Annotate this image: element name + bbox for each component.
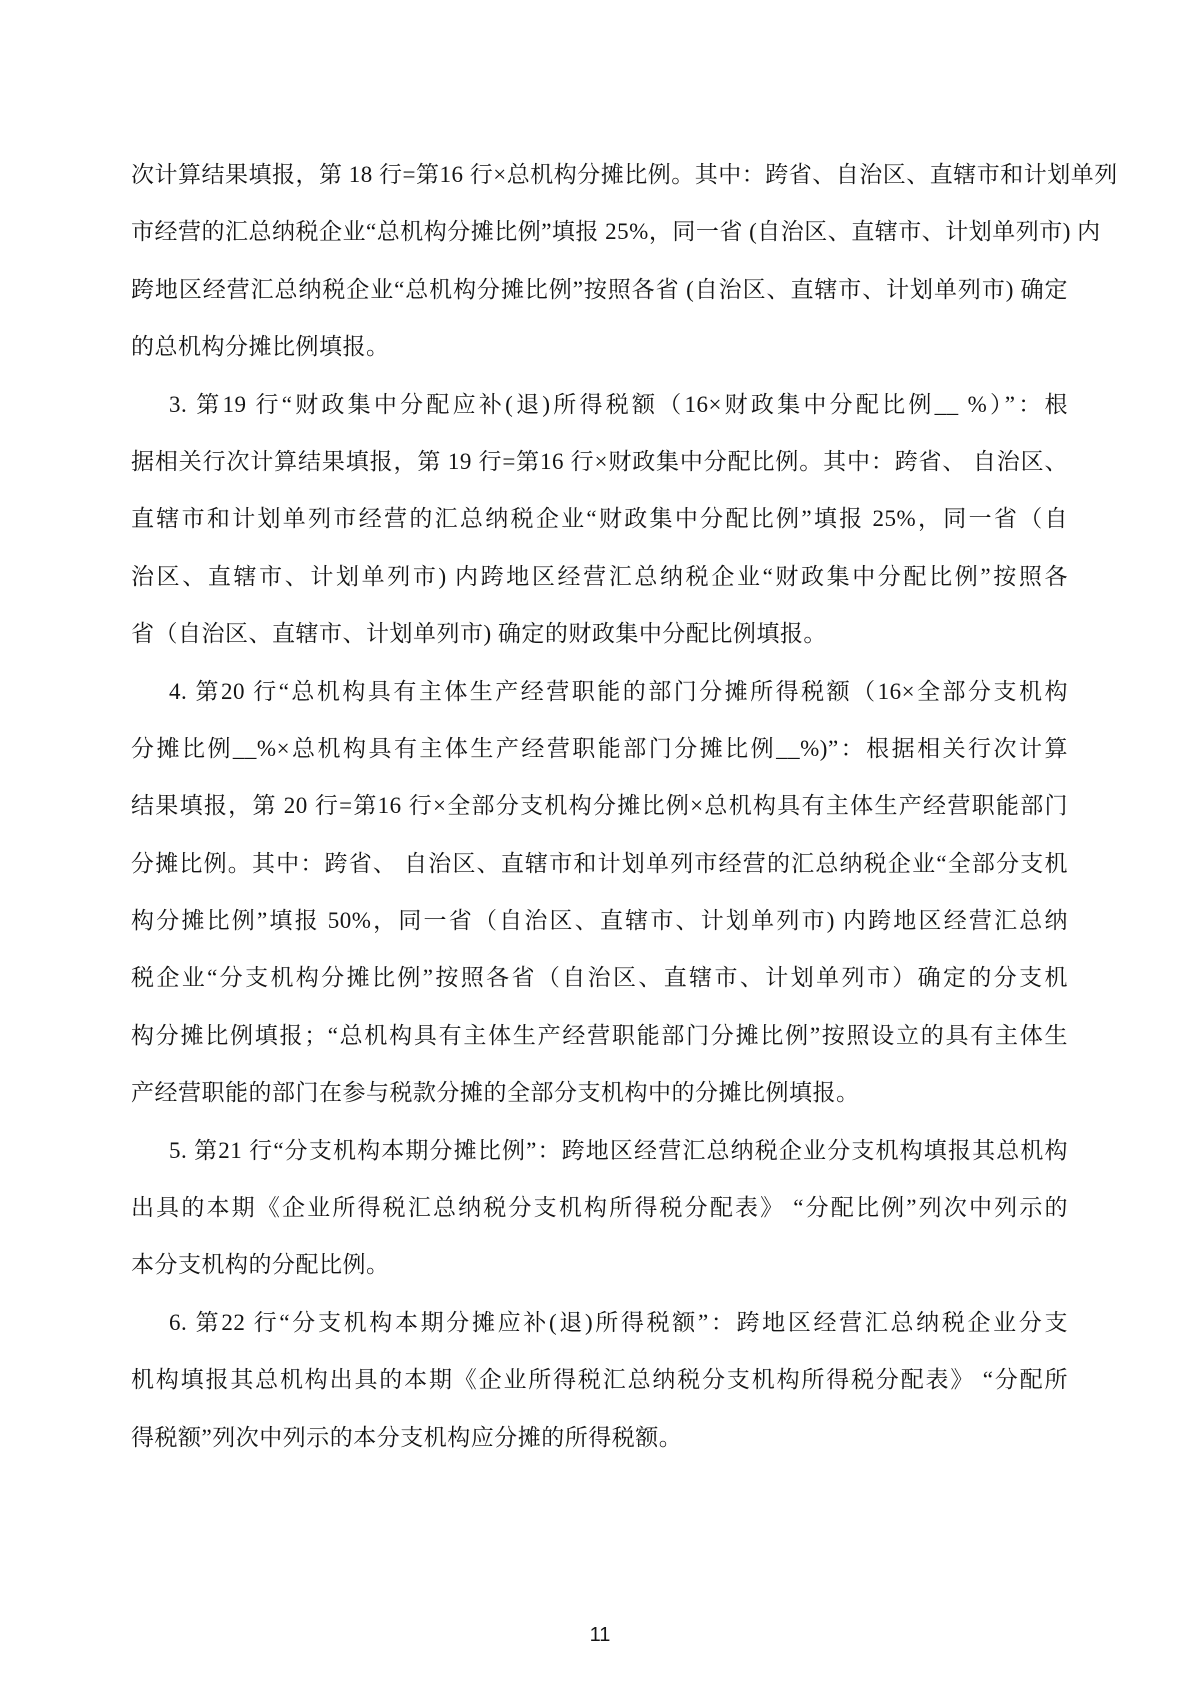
text-line: 结果填报，第 20 行=第16 行×全部分支机构分摊比例×总机构具有主体生产经营职能部门 — [131, 793, 1068, 819]
text-line: 产经营职能的部门在参与税款分摊的全部分支机构中的分摊比例填报。 — [131, 1080, 860, 1106]
text-line: 分摊比例。其中：跨省、 自治区、直辖市和计划单列市经营的汇总纳税企业“全部分支机 — [131, 850, 1068, 876]
text-line: 分摊比例__%×总机构具有主体生产经营职能部门分摊比例__%)”：根据相关行次计算 — [131, 735, 1068, 761]
text-line: 跨地区经营汇总纳税企业“总机构分摊比例”按照各省 (自治区、直辖市、计划单列市) 确定 — [131, 276, 1068, 302]
text-line: 本分支机构的分配比例。 — [131, 1252, 390, 1278]
text-line: 5. 第21 行“分支机构本期分摊比例”：跨地区经营汇总纳税企业分支机构填报其总机构 — [169, 1137, 1068, 1163]
text-line: 次计算结果填报，第 18 行=第16 行×总机构分摊比例。其中：跨省、自治区、直辖市和计划单列 — [131, 162, 1118, 187]
text-line: 税企业“分支机构分摊比例”按照各省（自治区、直辖市、计划单列市）确定的分支机 — [131, 965, 1068, 991]
text-line: 3. 第19 行“财政集中分配应补(退)所得税额（16×财政集中分配比例__ %）”：根 — [169, 391, 1068, 417]
text-line: 构分摊比例填报；“总机构具有主体生产经营职能部门分摊比例”按照设立的具有主体生 — [131, 1022, 1068, 1048]
text-line: 据相关行次计算结果填报，第 19 行=第16 行×财政集中分配比例。其中：跨省、 自治区、 — [131, 448, 1068, 474]
page-number: 11 — [589, 1624, 611, 1646]
text-line: 得税额”列次中列示的本分支机构应分摊的所得税额。 — [131, 1424, 683, 1450]
text-line: 构分摊比例”填报 50%，同一省（自治区、直辖市、计划单列市) 内跨地区经营汇总纳 — [131, 908, 1068, 934]
text-line: 的总机构分摊比例填报。 — [131, 334, 390, 360]
text-line: 治区、直辖市、计划单列市) 内跨地区经营汇总纳税企业“财政集中分配比例”按照各 — [131, 563, 1068, 589]
text-line: 出具的本期《企业所得税汇总纳税分支机构所得税分配表》 “分配比例”列次中列示的 — [131, 1195, 1068, 1221]
text-line: 直辖市和计划单列市经营的汇总纳税企业“财政集中分配比例”填报 25%，同一省（自 — [131, 506, 1068, 532]
text-line: 6. 第22 行“分支机构本期分摊应补(退)所得税额”：跨地区经营汇总纳税企业分支 — [169, 1309, 1068, 1335]
text-line: 机构填报其总机构出具的本期《企业所得税汇总纳税分支机构所得税分配表》 “分配所 — [131, 1367, 1068, 1393]
text-line: 省（自治区、直辖市、计划单列市) 确定的财政集中分配比例填报。 — [131, 621, 827, 647]
text-line: 市经营的汇总纳税企业“总机构分摊比例”填报 25%，同一省 (自治区、直辖市、计划单列市) 内 — [131, 219, 1101, 245]
body-text — [131, 146, 1118, 1466]
text-line: 4. 第20 行“总机构具有主体生产经营职能的部门分摊所得税额（16×全部分支机构 — [169, 678, 1068, 704]
